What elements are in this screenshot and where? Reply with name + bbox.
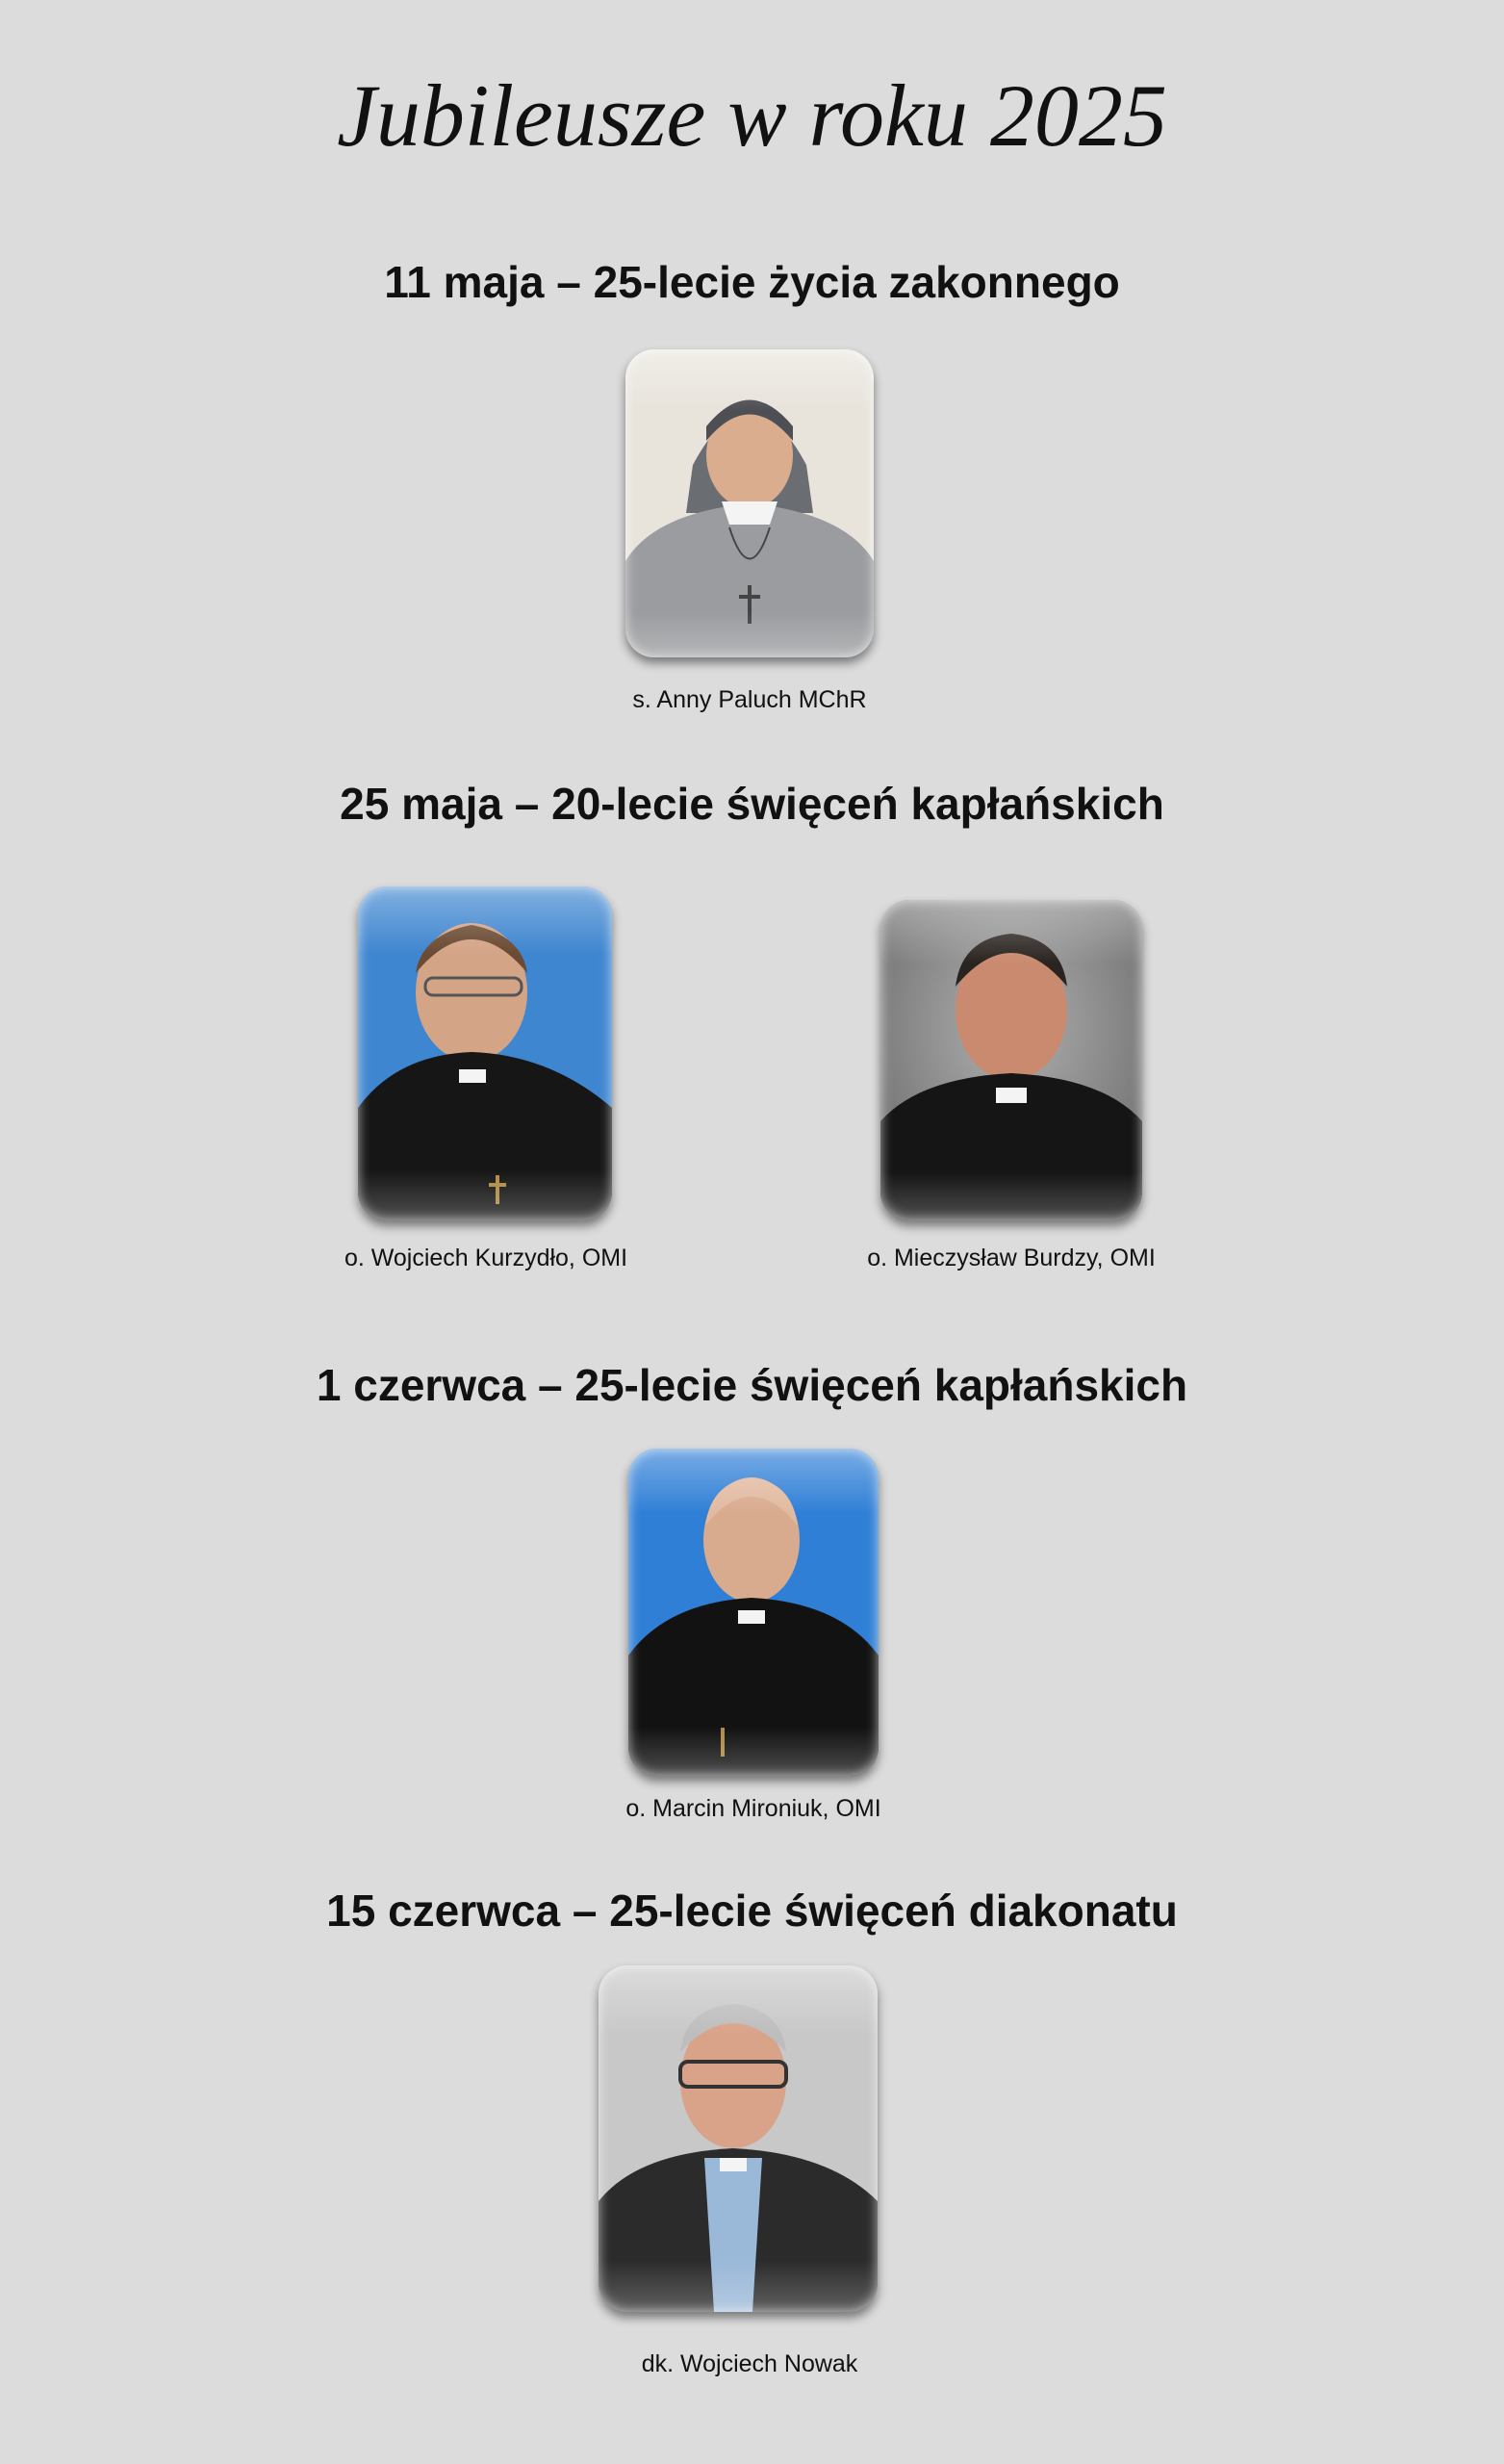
person-name: dk. Wojciech Nowak xyxy=(641,2350,858,2377)
portrait-photo xyxy=(358,886,612,1220)
deacon-portrait-icon xyxy=(599,1965,878,2312)
page-title: Jubileusze w roku 2025 xyxy=(337,66,1167,165)
portrait-photo xyxy=(599,1965,878,2312)
priest-portrait-icon xyxy=(628,1449,879,1776)
portrait-photo xyxy=(625,349,874,657)
portrait-photo xyxy=(880,900,1142,1220)
person-name: o. Marcin Mironiuk, OMI xyxy=(625,1795,881,1822)
person-name: o. Mieczysław Burdzy, OMI xyxy=(867,1245,1156,1271)
section-heading-4: 15 czerwca – 25-lecie święceń diakonatu xyxy=(326,1886,1178,1936)
nun-portrait-icon xyxy=(625,349,874,657)
section-heading-1: 11 maja – 25-lecie życia zakonnego xyxy=(384,257,1120,307)
person-name: o. Wojciech Kurzydło, OMI xyxy=(344,1245,628,1271)
priest-portrait-icon xyxy=(880,900,1142,1220)
portrait-photo xyxy=(628,1449,879,1776)
priest-portrait-icon xyxy=(358,886,612,1220)
person-name: s. Anny Paluch MChR xyxy=(632,686,867,713)
section-heading-2: 25 maja – 20-lecie święceń kapłańskich xyxy=(340,779,1164,829)
section-heading-3: 1 czerwca – 25-lecie święceń kapłańskich xyxy=(316,1360,1188,1410)
